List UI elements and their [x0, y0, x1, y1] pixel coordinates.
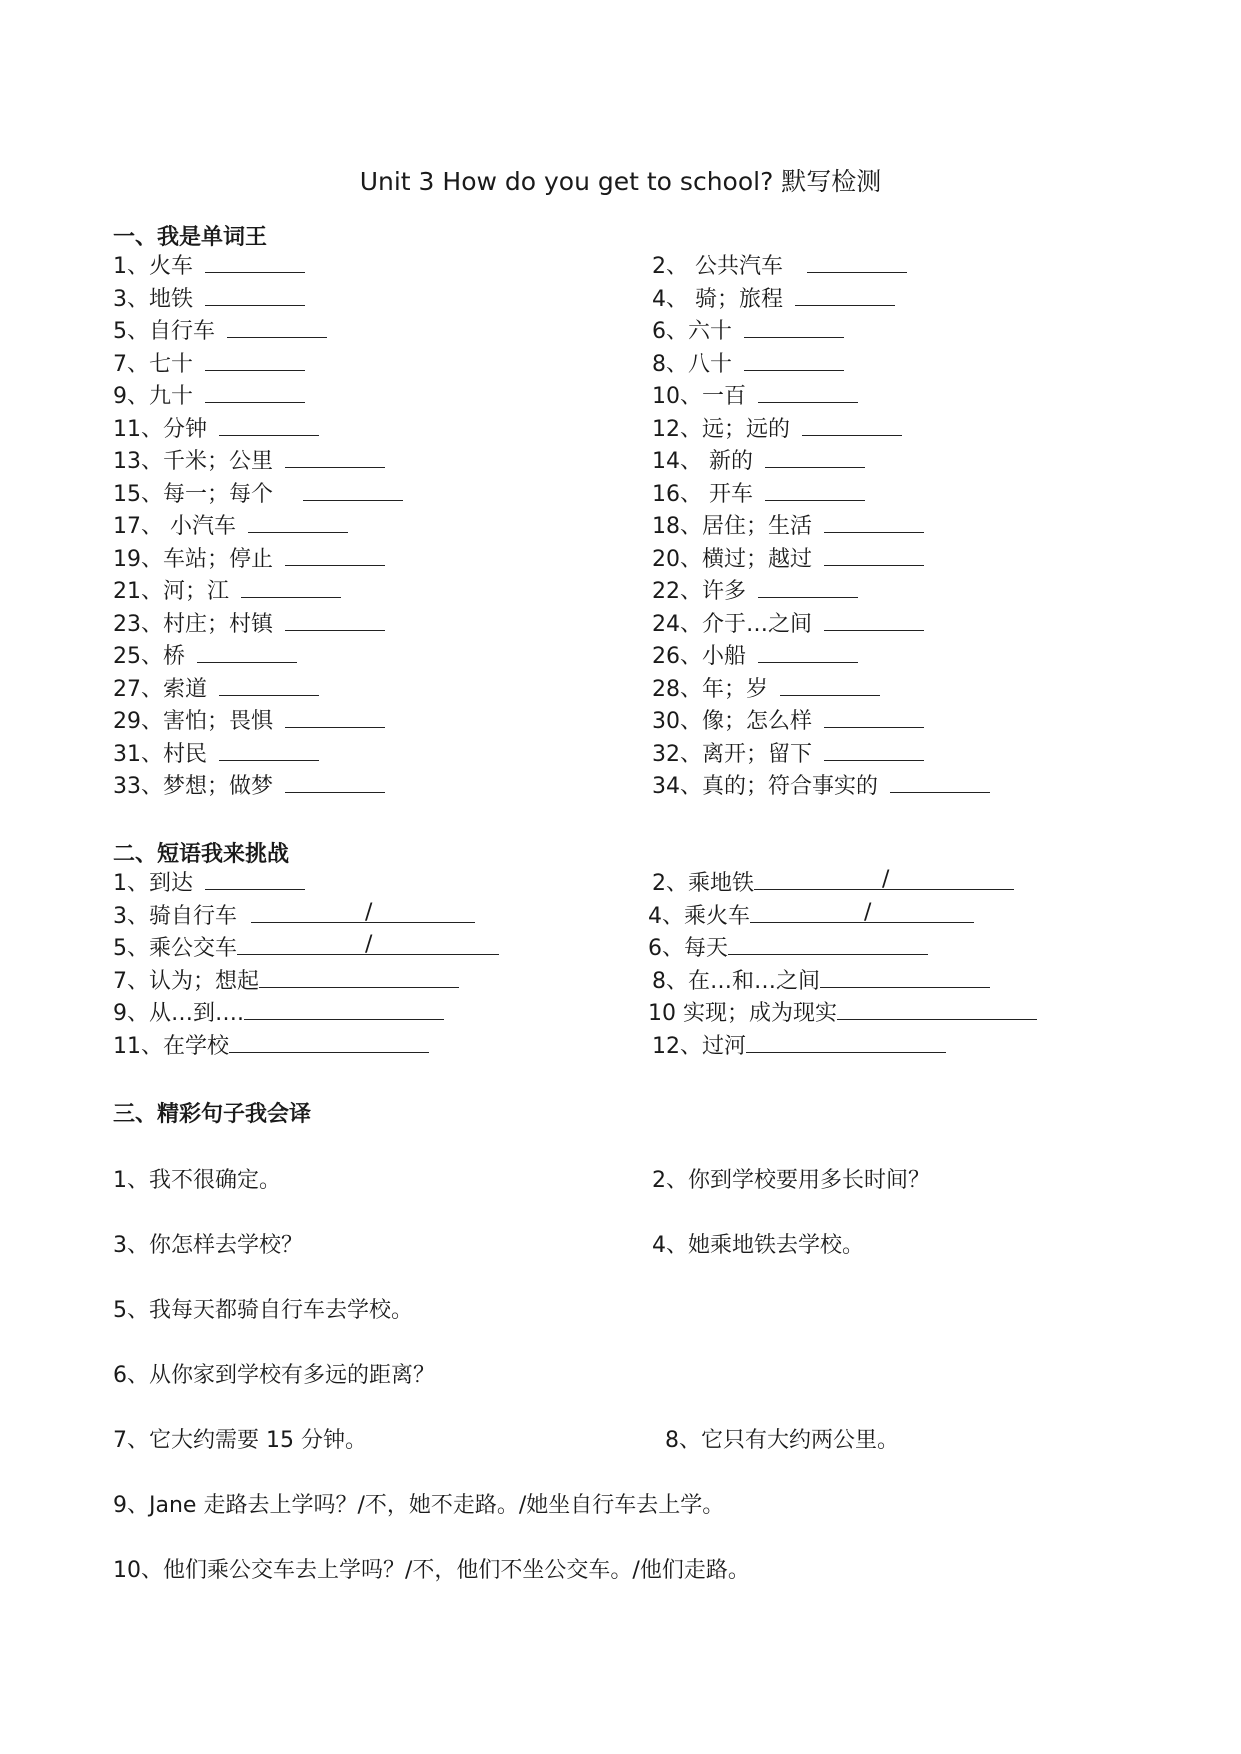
answer-blank[interactable]: [780, 673, 880, 696]
answer-blank[interactable]: [890, 770, 990, 793]
word-item: 24、介于…之间: [652, 608, 924, 640]
word-item: 34、真的；符合事实的: [652, 770, 990, 802]
section-heading-words: 一、我是单词王: [113, 225, 268, 250]
answer-blank[interactable]: [285, 608, 385, 631]
sentence-item: 1、我不很确定。: [113, 1168, 281, 1193]
word-item: 33、梦想；做梦: [113, 770, 385, 802]
answer-blank[interactable]: [837, 997, 1037, 1020]
phrase-item: 10 实现；成为现实: [648, 997, 1037, 1029]
word-item: 27、索道: [113, 673, 319, 705]
word-item: 25、桥: [113, 640, 297, 672]
answer-blank[interactable]: [219, 413, 319, 436]
word-item: 10、一百: [652, 380, 858, 412]
word-item: 2、 公共汽车: [652, 250, 907, 282]
word-item: 29、害怕；畏惧: [113, 705, 385, 737]
sentence-item: 4、她乘地铁去学校。: [652, 1233, 864, 1258]
phrase-item: 9、从…到….: [113, 997, 444, 1029]
phrase-item: 5、乘公交车 /: [113, 932, 499, 964]
answer-blank[interactable]: [824, 510, 924, 533]
answer-blank[interactable]: [765, 478, 865, 501]
answer-blank[interactable]: [285, 770, 385, 793]
word-item: 17、 小汽车: [113, 510, 348, 542]
answer-blank[interactable]: [248, 510, 348, 533]
word-item: 6、六十: [652, 315, 844, 347]
word-item: 14、 新的: [652, 445, 865, 477]
word-item: 30、像；怎么样: [652, 705, 924, 737]
sentence-item: 9、Jane 走路去上学吗？/不，她不走路。/她坐自行车去上学。: [113, 1493, 725, 1518]
answer-blank[interactable]: [744, 348, 844, 371]
answer-blank[interactable]: [303, 478, 403, 501]
word-item: 32、离开；留下: [652, 738, 924, 770]
answer-blank[interactable]: [824, 738, 924, 761]
phrase-item: 8、在…和…之间: [652, 965, 990, 997]
phrase-item: 3、骑自行车 /: [113, 900, 475, 932]
word-item: 16、 开车: [652, 478, 865, 510]
answer-blank[interactable]: [802, 413, 902, 436]
word-item: 31、村民: [113, 738, 319, 770]
word-item: 7、七十: [113, 348, 305, 380]
word-item: 26、小船: [652, 640, 858, 672]
phrase-item: 11、在学校: [113, 1030, 429, 1062]
sentence-item: 8、它只有大约两公里。: [665, 1428, 899, 1453]
sentence-item: 7、它大约需要 15 分钟。: [113, 1428, 367, 1453]
answer-blank[interactable]: [241, 575, 341, 598]
phrase-item: 12、过河: [652, 1030, 946, 1062]
answer-blank[interactable]: [820, 965, 990, 988]
answer-blank[interactable]: [746, 1030, 946, 1053]
answer-blank[interactable]: [205, 380, 305, 403]
answer-blank[interactable]: [758, 575, 858, 598]
sentence-item: 3、你怎样去学校？: [113, 1233, 303, 1258]
word-item: 22、许多: [652, 575, 858, 607]
word-item: 5、自行车: [113, 315, 327, 347]
word-item: 21、河；江: [113, 575, 341, 607]
answer-blank[interactable]: [219, 673, 319, 696]
answer-blank[interactable]: [758, 380, 858, 403]
answer-blank[interactable]: [744, 315, 844, 338]
answer-blank[interactable]: /: [251, 900, 475, 923]
phrase-item: 7、认为；想起: [113, 965, 459, 997]
answer-blank[interactable]: [758, 640, 858, 663]
answer-blank[interactable]: [807, 250, 907, 273]
word-item: 18、居住；生活: [652, 510, 924, 542]
section-heading-phrases: 二、短语我来挑战: [113, 842, 290, 867]
answer-blank[interactable]: [205, 867, 305, 890]
answer-blank[interactable]: [824, 608, 924, 631]
answer-blank[interactable]: [205, 348, 305, 371]
answer-blank[interactable]: [824, 543, 924, 566]
phrase-item: 1、到达: [113, 867, 305, 899]
answer-blank[interactable]: [728, 932, 928, 955]
word-item: 4、 骑；旅程: [652, 283, 895, 315]
phrase-item: 6、每天: [648, 932, 928, 964]
word-item: 1、火车: [113, 250, 305, 282]
word-item: 15、每一；每个: [113, 478, 403, 510]
answer-blank[interactable]: [205, 283, 305, 306]
sentence-item: 2、你到学校要用多长时间？: [652, 1168, 930, 1193]
answer-blank[interactable]: [227, 315, 327, 338]
word-item: 20、横过；越过: [652, 543, 924, 575]
page-title: Unit 3 How do you get to school? 默写检测: [359, 167, 882, 196]
answer-blank[interactable]: [219, 738, 319, 761]
word-item: 19、车站；停止: [113, 543, 385, 575]
answer-blank[interactable]: [197, 640, 297, 663]
answer-blank[interactable]: [824, 705, 924, 728]
answer-blank[interactable]: [765, 445, 865, 468]
answer-blank[interactable]: [205, 250, 305, 273]
phrase-item: 2、乘地铁 /: [652, 867, 1014, 899]
word-item: 9、九十: [113, 380, 305, 412]
answer-blank[interactable]: /: [750, 900, 974, 923]
answer-blank[interactable]: /: [754, 867, 1014, 890]
word-item: 28、年；岁: [652, 673, 880, 705]
sentence-item: 5、我每天都骑自行车去学校。: [113, 1298, 413, 1323]
phrase-item: 4、乘火车 /: [648, 900, 974, 932]
sentence-item: 6、从你家到学校有多远的距离？: [113, 1363, 435, 1388]
answer-blank[interactable]: [285, 543, 385, 566]
sentence-item: 10、他们乘公交车去上学吗？/不，他们不坐公交车。/他们走路。: [113, 1558, 750, 1583]
answer-blank[interactable]: /: [237, 932, 499, 955]
answer-blank[interactable]: [285, 705, 385, 728]
word-item: 12、远；远的: [652, 413, 902, 445]
answer-blank[interactable]: [285, 445, 385, 468]
section-heading-sentences: 三、精彩句子我会译: [113, 1102, 312, 1127]
word-item: 13、千米；公里: [113, 445, 385, 477]
word-item: 8、八十: [652, 348, 844, 380]
word-item: 23、村庄；村镇: [113, 608, 385, 640]
answer-blank[interactable]: [229, 1030, 429, 1053]
answer-blank[interactable]: [259, 965, 459, 988]
answer-blank[interactable]: [795, 283, 895, 306]
word-item: 3、地铁: [113, 283, 305, 315]
word-item: 11、分钟: [113, 413, 319, 445]
answer-blank[interactable]: [244, 997, 444, 1020]
